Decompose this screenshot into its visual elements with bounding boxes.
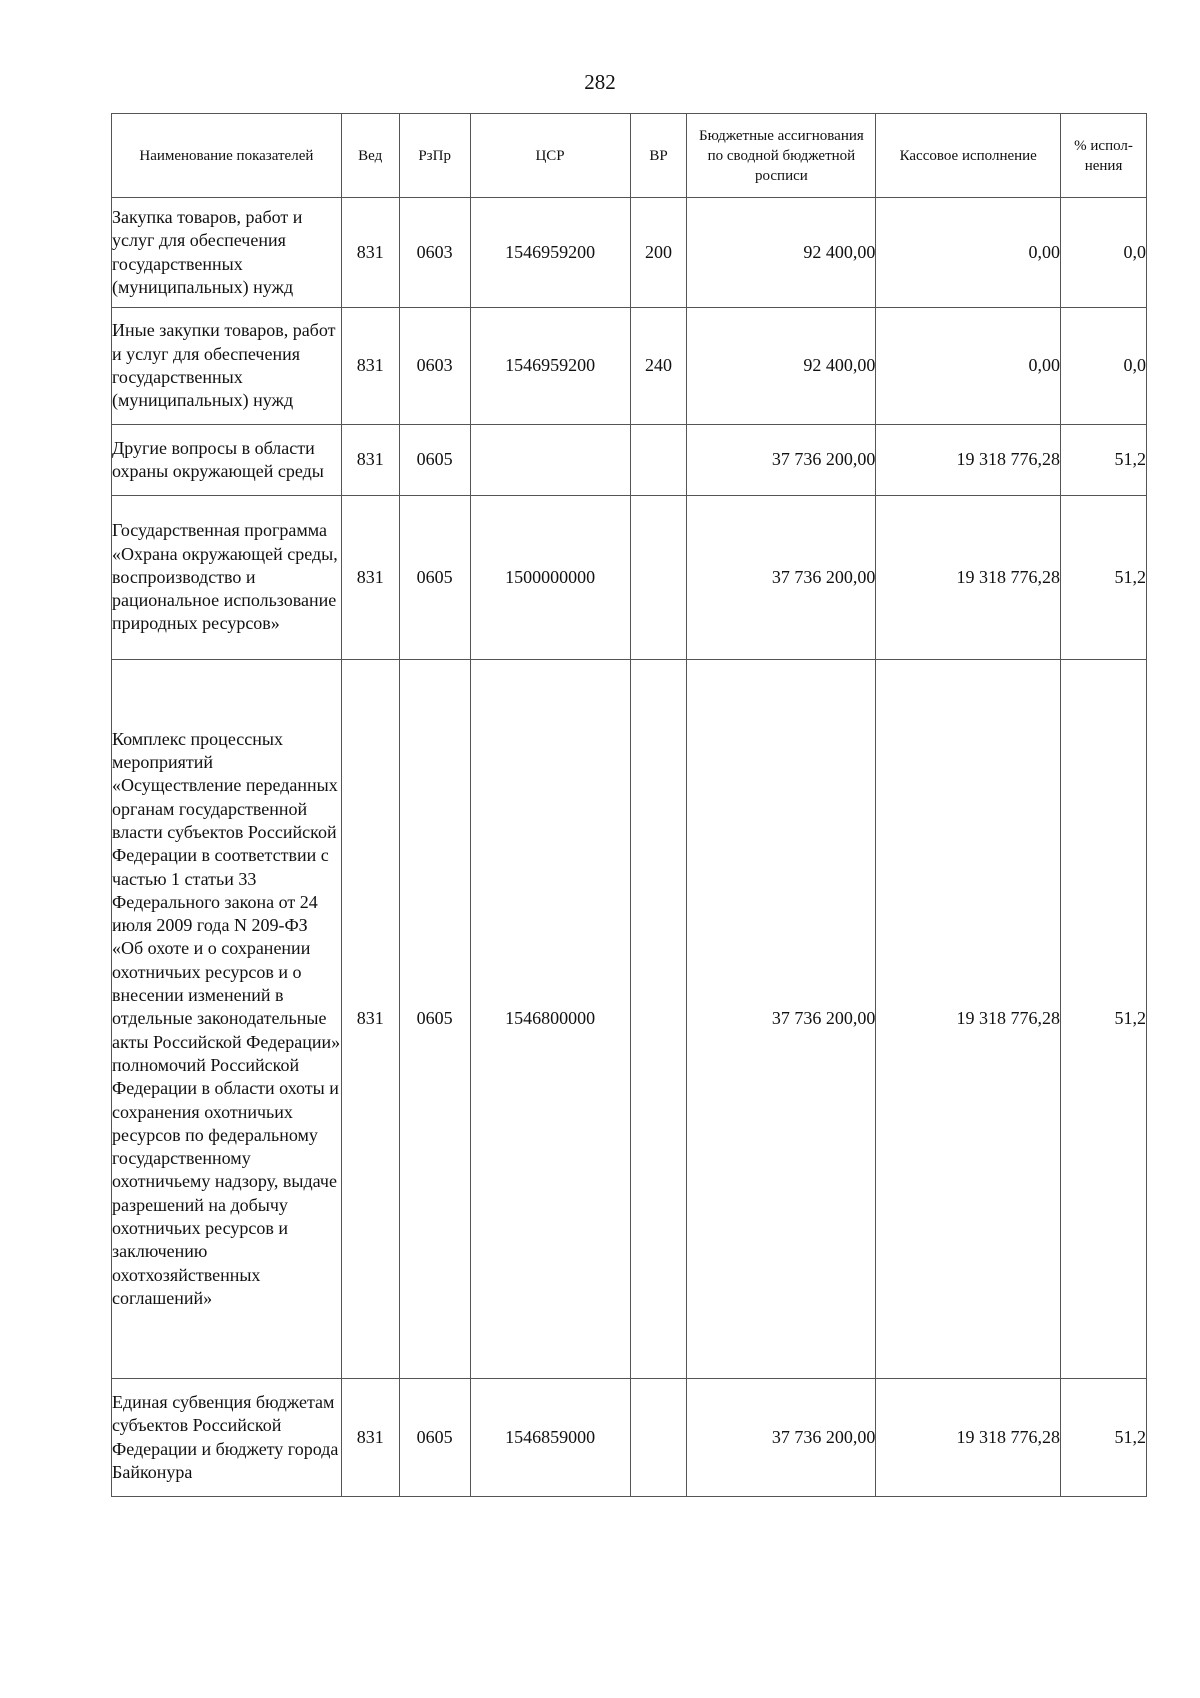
row-budget: 37 736 200,00 [687,1379,876,1497]
header-csr: ЦСР [470,114,630,198]
row-rzpr: 0605 [399,425,470,496]
row-cash: 0,00 [876,198,1061,308]
table-row [112,198,1147,308]
table-row [112,1379,1147,1497]
row-ved: 831 [341,496,399,660]
budget-execution-table [111,113,1147,1497]
row-cash: 19 318 776,28 [876,1379,1061,1497]
table-row [112,496,1147,660]
row-ved: 831 [341,660,399,1379]
header-name: Наименование показателей [112,114,342,198]
row-vr: 240 [630,308,687,425]
row-csr: 1546959200 [470,308,630,425]
row-cash: 19 318 776,28 [876,425,1061,496]
row-cash: 0,00 [876,308,1061,425]
table-header-row [112,114,1147,198]
table-row [112,660,1147,1379]
row-percent: 0,0 [1061,198,1147,308]
table-row [112,425,1147,496]
row-name: Государственная программа «Охрана окружающей среды, воспроизводство и рациональное использование природных ресурсов» [112,496,342,660]
header-vr: ВР [630,114,687,198]
row-budget: 37 736 200,00 [687,425,876,496]
row-vr: 200 [630,198,687,308]
row-budget: 92 400,00 [687,308,876,425]
row-budget: 37 736 200,00 [687,660,876,1379]
row-percent: 51,2 [1061,496,1147,660]
row-rzpr: 0605 [399,660,470,1379]
row-cash: 19 318 776,28 [876,660,1061,1379]
row-csr: 1500000000 [470,496,630,660]
row-percent: 0,0 [1061,308,1147,425]
row-percent: 51,2 [1061,1379,1147,1497]
row-vr [630,660,687,1379]
header-percent: % испол-нения [1061,114,1147,198]
row-budget: 37 736 200,00 [687,496,876,660]
header-budget: Бюджетные ассигнования по сводной бюджетной росписи [687,114,876,198]
row-name: Единая субвенция бюджетам субъектов Российской Федерации и бюджету города Байконура [112,1379,342,1497]
row-percent: 51,2 [1061,425,1147,496]
row-ved: 831 [341,425,399,496]
row-cash: 19 318 776,28 [876,496,1061,660]
row-vr [630,1379,687,1497]
row-vr [630,425,687,496]
row-name: Иные закупки товаров, работ и услуг для обеспечения государственных (муниципальных) нужд [112,308,342,425]
row-ved: 831 [341,1379,399,1497]
row-ved: 831 [341,198,399,308]
table-row [112,308,1147,425]
row-percent: 51,2 [1061,660,1147,1379]
row-name: Другие вопросы в области охраны окружающей среды [112,425,342,496]
row-csr: 1546959200 [470,198,630,308]
header-cash: Кассовое исполнение [876,114,1061,198]
row-csr [470,425,630,496]
row-rzpr: 0603 [399,198,470,308]
row-csr: 1546859000 [470,1379,630,1497]
header-ved: Вед [341,114,399,198]
row-name: Закупка товаров, работ и услуг для обеспечения государственных (муниципальных) нужд [112,198,342,308]
row-rzpr: 0605 [399,496,470,660]
row-name: Комплекс процессных мероприятий «Осуществление переданных органам государственной власти субъектов Российской Федерации в соответствии с частью 1 статьи 33 Федерального закона от 24 июля 2009 года N 209-ФЗ «Об охоте и о сохранении охотничьих ресурсов и о внесении изменений в отдельные законодательные акты Российской Федерации» полномочий Российской Федерации в области охоты и сохранения охотничьих ресурсов по федеральному государственному охотничьему надзору, выдаче разрешений на добычу охотничьих ресурсов и заключению охотхозяйственных соглашений» [112,660,342,1379]
row-rzpr: 0603 [399,308,470,425]
row-ved: 831 [341,308,399,425]
row-rzpr: 0605 [399,1379,470,1497]
row-vr [630,496,687,660]
row-budget: 92 400,00 [687,198,876,308]
page-number: 282 [584,70,616,94]
header-rzpr: РзПр [399,114,470,198]
row-csr: 1546800000 [470,660,630,1379]
